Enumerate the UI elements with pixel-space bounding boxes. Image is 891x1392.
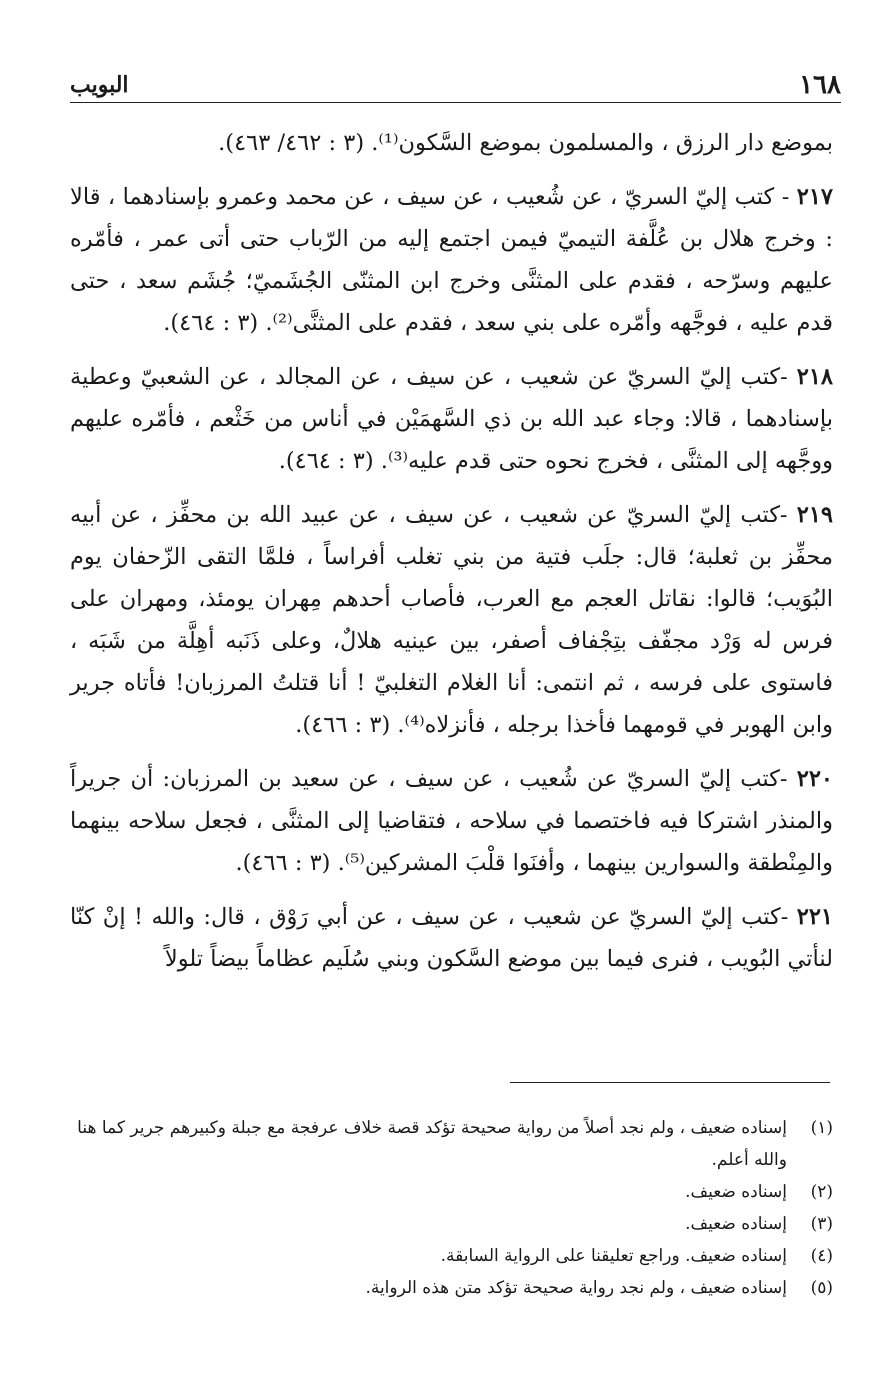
paragraph-text: -كتب إليّ السريّ عن شعيب ، عن سيف ، عن عبيد الله بن محفِّز ، عن أبيه محفِّز بن ثعلبة؛ قال: جلَب فتية من بني تغلب أفراساً ، فلمَّا التقى الزّحفان يوم البُوَيب؛ قالوا: نقاتل العجم مع العرب، فأصاب أحدهم مِهران يومئذ، ومهران على فرس له وَرْد مجفّف بتِجْفاف أصفر، بين عينيه هلالٌ، وعلى ذَنَبه أهِلَّة من شَبَه ، فاستوى على فرسه ، ثم انتمى: أنا الغلام التغلبيّ ! أنا قتلتُ المرزبان! فأتاه جرير وابن الهوبر في قومهما فأخذا برجله ، فأنزلاه⁽⁴⁾. (٣ : ٤٦٦). — [70, 502, 833, 738]
paragraph-text: - كتب إليّ السريّ ، عن شُعيب ، عن سيف ، عن محمد وعمرو بإسنادهما ، قالا : وخرج هلال بن عُلَّفة التيميّ فيمن اجتمع إليه من الرّباب حتى أتى عمر ، فأمّره عليهم وسرّحه ، فقدم على المثنَّى وخرج ابن المثنّى الجُشَميّ؛ جُشَم سعد ، حتى قدم عليه ، فوجَّهه وأمّره على بني سعد ، فقدم على المثنَّى⁽²⁾. (٣ : ٤٦٤). — [70, 184, 833, 336]
footnote-text: إسناده ضعيف ، ولم نجد أصلاً من رواية صحيحة تؤكد قصة خلاف عرفجة مع جبلة وكبيرهم جرير كما هنا والله أعلم. — [77, 1118, 787, 1170]
paragraph-number: ٢١٩ — [796, 502, 833, 528]
body-text — [70, 122, 833, 992]
footnote — [70, 1272, 833, 1304]
paragraph-text: -كتب إليّ السريّ عن شعيب ، عن سيف ، عن المجالد ، عن الشعبيّ وعطية بإسنادهما ، قالا: وجاء عبد الله بن ذي السَّهمَيْن في أناس من خَثْعم ، فأمّره عليهم ووجَّهه إلى المثنَّى ، فخرج نحوه حتى قدم عليه⁽³⁾. (٣ : ٤٦٤). — [70, 364, 833, 474]
paragraph-text: -كتب إليّ السريّ عن شعيب ، عن سيف ، عن أبي رَوْق ، قال: والله ! إنْ كنّا لنأتي البُويب ، فنرى فيما بين موضع السَّكون وبني سُلَيم عظاماً بيضاً تلولاً — [70, 904, 833, 972]
paragraph — [70, 758, 833, 884]
footnote-number: (١) — [810, 1118, 833, 1138]
page-header — [70, 70, 841, 103]
footnote-text: إسناده ضعيف ، ولم نجد رواية صحيحة تؤكد متن هذه الرواية. — [365, 1278, 787, 1298]
footnote-number: (٥) — [810, 1278, 833, 1298]
footnote-text: إسناده ضعيف. وراجع تعليقنا على الرواية السابقة. — [440, 1246, 787, 1266]
paragraph — [70, 176, 833, 344]
paragraph-text: -كتب إليّ السريّ عن شُعيب ، عن سيف ، عن سعيد بن المرزبان: أن جريراً والمنذر اشتركا فيه فاختصما في سلاحه ، فتقاضيا إلى المثنَّى ، فجعل سلاحه بينهما والمِنْطقة والسوارين بينهما ، وأفنَوا قلْبَ المشركين⁽⁵⁾. (٣ : ٤٦٦). — [70, 766, 833, 876]
paragraph-number: ٢١٧ — [796, 184, 833, 210]
footnote-number: (٣) — [810, 1214, 833, 1234]
paragraph-number: ٢٢١ — [796, 904, 833, 930]
paragraph — [70, 494, 833, 746]
paragraph-text: بموضع دار الرزق ، والمسلمون بموضع السَّكون⁽¹⁾. (٣ : ٤٦٢/ ٤٦٣). — [218, 130, 833, 156]
footnote — [70, 1208, 833, 1240]
footnotes — [70, 1112, 833, 1304]
paragraph-number: ٢١٨ — [796, 364, 833, 390]
footnote-text: إسناده ضعيف. — [685, 1214, 787, 1234]
paragraph — [70, 122, 833, 164]
running-title: البويب — [70, 72, 129, 98]
paragraph-number: ٢٢٠ — [796, 766, 833, 792]
footnote-number: (٢) — [810, 1182, 833, 1202]
footnote-divider — [510, 1082, 830, 1083]
footnote — [70, 1112, 833, 1176]
page-number: ١٦٨ — [799, 70, 841, 100]
footnote — [70, 1240, 833, 1272]
footnote-number: (٤) — [810, 1246, 833, 1266]
paragraph — [70, 896, 833, 980]
footnote-text: إسناده ضعيف. — [685, 1182, 787, 1202]
paragraph — [70, 356, 833, 482]
footnote — [70, 1176, 833, 1208]
